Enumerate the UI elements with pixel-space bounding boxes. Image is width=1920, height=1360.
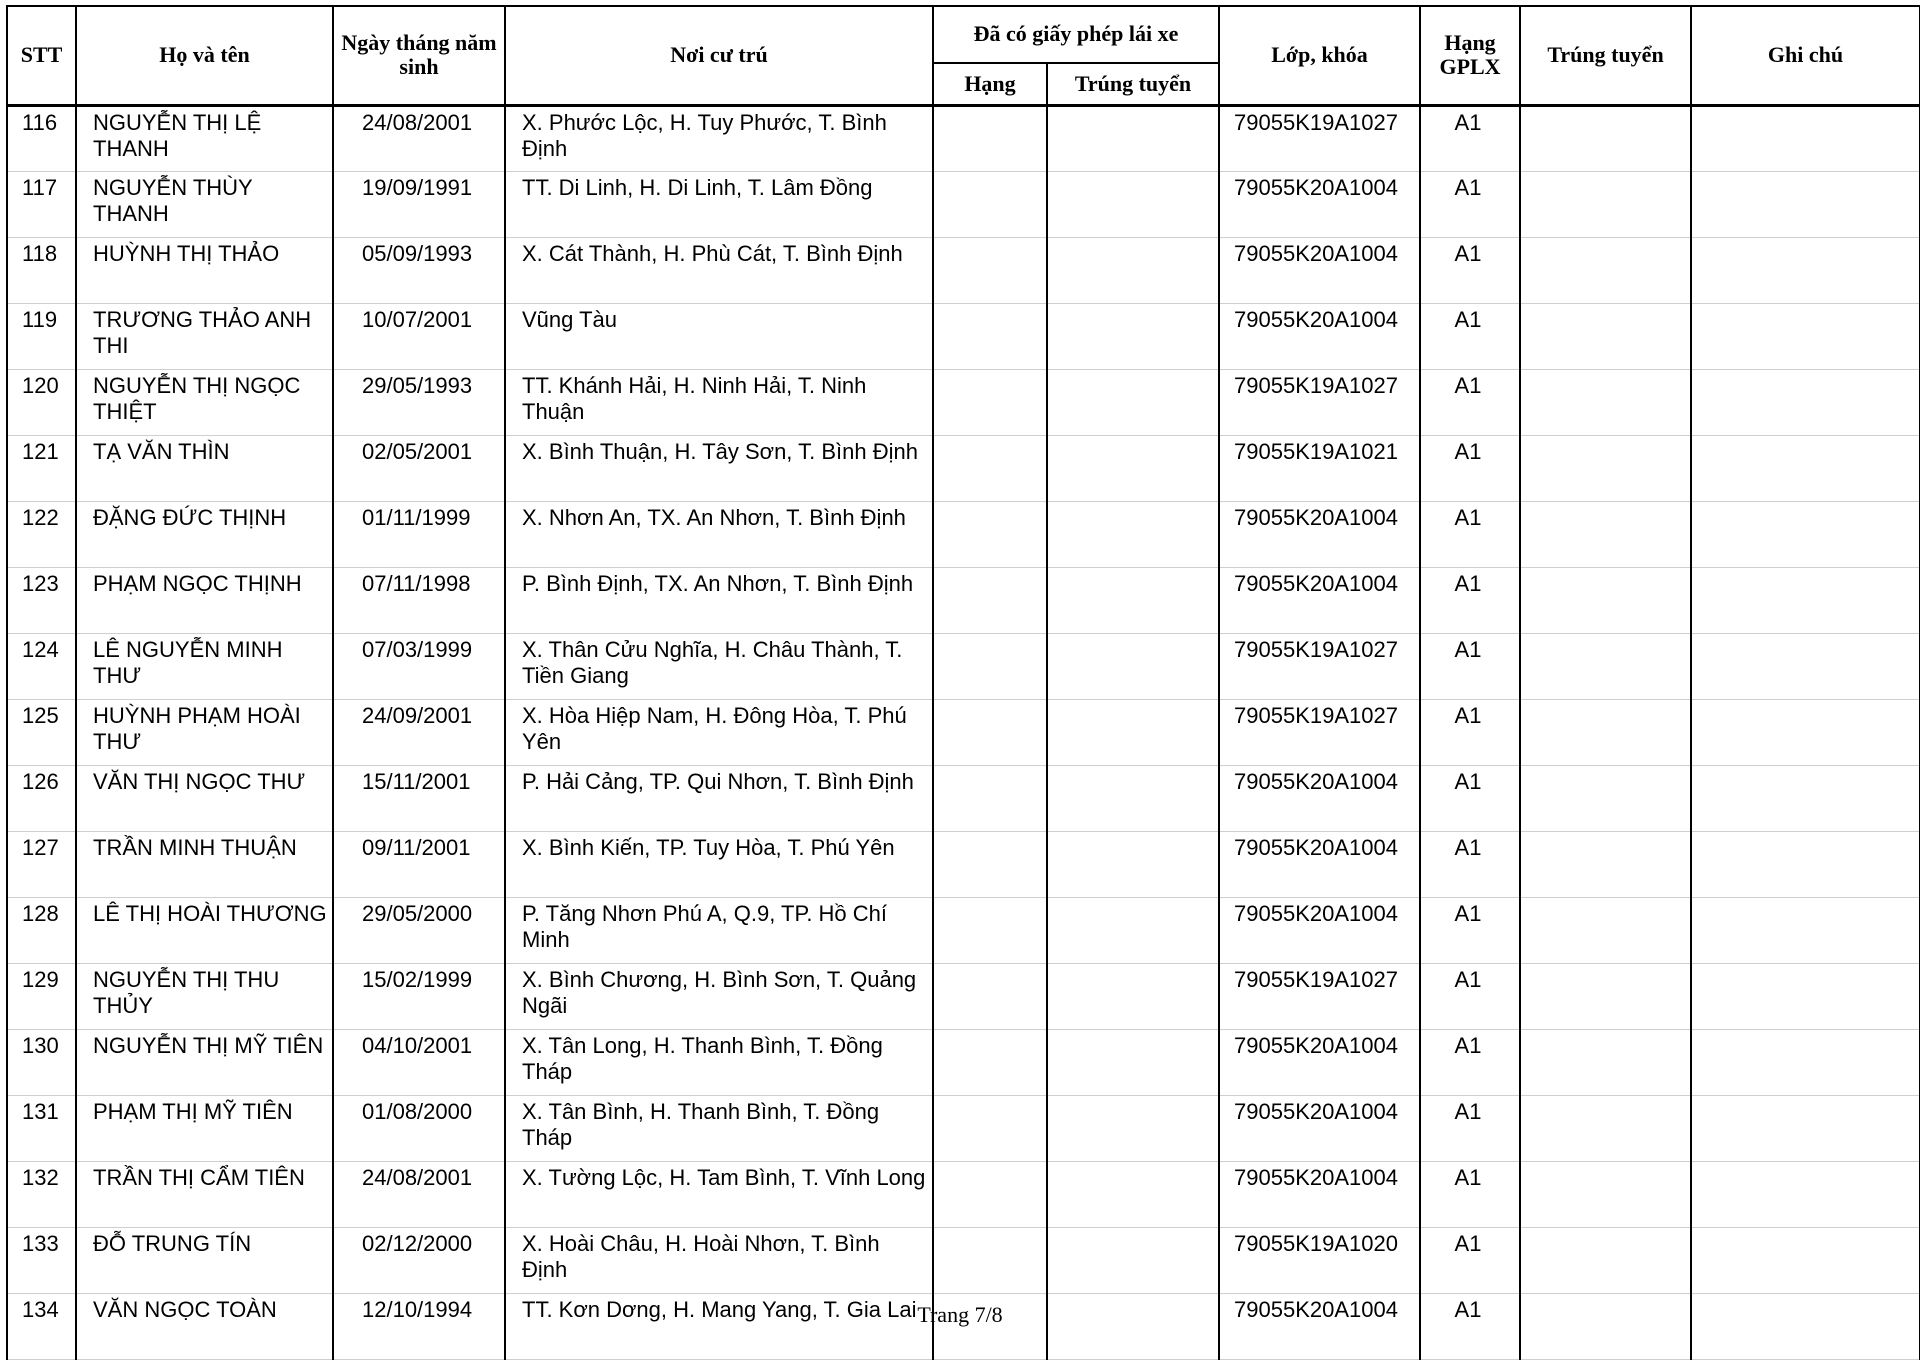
cell-license-rank: [933, 369, 1047, 435]
cell-name: TẠ VĂN THÌN: [76, 435, 333, 501]
cell-residence: TT. Khánh Hải, H. Ninh Hải, T. Ninh Thuận: [505, 369, 933, 435]
cell-passed: [1520, 567, 1691, 633]
cell-license-passed: [1047, 369, 1219, 435]
cell-dob: 07/03/1999: [333, 633, 505, 699]
cell-name: VĂN NGỌC TOÀN: [76, 1293, 333, 1359]
cell-dob: 12/10/1994: [333, 1293, 505, 1359]
cell-note: [1691, 369, 1920, 435]
cell-stt: 122: [7, 501, 76, 567]
cell-gplx: A1: [1420, 435, 1520, 501]
cell-license-rank: [933, 765, 1047, 831]
table-row: [7, 237, 1920, 303]
cell-name: NGUYỄN THỊ LỆ THANH: [76, 105, 333, 171]
cell-passed: [1520, 369, 1691, 435]
cell-dob: 07/11/1998: [333, 567, 505, 633]
cell-license-rank: [933, 237, 1047, 303]
cell-residence: P. Hải Cảng, TP. Qui Nhơn, T. Bình Định: [505, 765, 933, 831]
header-class: Lớp, khóa: [1219, 6, 1420, 105]
cell-note: [1691, 897, 1920, 963]
cell-passed: [1520, 1161, 1691, 1227]
cell-class: 79055K20A1004: [1219, 831, 1420, 897]
table-row: [7, 1161, 1920, 1227]
cell-name: LÊ THỊ HOÀI THƯƠNG: [76, 897, 333, 963]
cell-note: [1691, 105, 1920, 171]
table-body: [7, 105, 1920, 1359]
cell-note: [1691, 633, 1920, 699]
cell-dob: 02/12/2000: [333, 1227, 505, 1293]
cell-class: 79055K20A1004: [1219, 237, 1420, 303]
cell-class: 79055K20A1004: [1219, 501, 1420, 567]
cell-license-rank: [933, 171, 1047, 237]
cell-stt: 130: [7, 1029, 76, 1095]
cell-dob: 15/11/2001: [333, 765, 505, 831]
cell-dob: 15/02/1999: [333, 963, 505, 1029]
cell-stt: 121: [7, 435, 76, 501]
cell-license-rank: [933, 1029, 1047, 1095]
cell-gplx: A1: [1420, 501, 1520, 567]
header-name: Họ và tên: [76, 6, 333, 105]
cell-residence: X. Bình Kiến, TP. Tuy Hòa, T. Phú Yên: [505, 831, 933, 897]
table-row: [7, 765, 1920, 831]
cell-residence: X. Tân Bình, H. Thanh Bình, T. Đồng Tháp: [505, 1095, 933, 1161]
cell-stt: 127: [7, 831, 76, 897]
cell-residence: X. Hoài Châu, H. Hoài Nhơn, T. Bình Định: [505, 1227, 933, 1293]
cell-dob: 24/09/2001: [333, 699, 505, 765]
cell-stt: 116: [7, 105, 76, 171]
cell-stt: 125: [7, 699, 76, 765]
cell-passed: [1520, 765, 1691, 831]
cell-license-passed: [1047, 1161, 1219, 1227]
cell-license-passed: [1047, 567, 1219, 633]
cell-license-passed: [1047, 105, 1219, 171]
table-row: [7, 633, 1920, 699]
cell-passed: [1520, 1029, 1691, 1095]
cell-name: HUỲNH PHẠM HOÀI THƯ: [76, 699, 333, 765]
table-row: [7, 501, 1920, 567]
cell-license-passed: [1047, 303, 1219, 369]
cell-name: NGUYỄN THỊ NGỌC THIỆT: [76, 369, 333, 435]
table-row: [7, 303, 1920, 369]
cell-passed: [1520, 1227, 1691, 1293]
cell-dob: 02/05/2001: [333, 435, 505, 501]
cell-license-passed: [1047, 963, 1219, 1029]
cell-passed: [1520, 105, 1691, 171]
cell-name: NGUYỄN THÙY THANH: [76, 171, 333, 237]
cell-gplx: A1: [1420, 1095, 1520, 1161]
cell-class: 79055K19A1027: [1219, 633, 1420, 699]
cell-name: PHẠM THỊ MỸ TIÊN: [76, 1095, 333, 1161]
cell-passed: [1520, 237, 1691, 303]
header-dob: Ngày tháng năm sinh: [333, 6, 505, 105]
cell-license-passed: [1047, 1029, 1219, 1095]
cell-license-rank: [933, 963, 1047, 1029]
cell-license-rank: [933, 831, 1047, 897]
table-row: [7, 567, 1920, 633]
cell-class: 79055K20A1004: [1219, 171, 1420, 237]
cell-note: [1691, 1227, 1920, 1293]
cell-gplx: A1: [1420, 303, 1520, 369]
cell-class: 79055K20A1004: [1219, 1161, 1420, 1227]
table-header: [7, 6, 1920, 105]
cell-dob: 01/08/2000: [333, 1095, 505, 1161]
cell-note: [1691, 1029, 1920, 1095]
cell-residence: X. Tân Long, H. Thanh Bình, T. Đồng Tháp: [505, 1029, 933, 1095]
cell-dob: 24/08/2001: [333, 105, 505, 171]
cell-license-rank: [933, 567, 1047, 633]
cell-residence: X. Thân Cửu Nghĩa, H. Châu Thành, T. Tiền Giang: [505, 633, 933, 699]
cell-gplx: A1: [1420, 1029, 1520, 1095]
cell-residence: X. Phước Lộc, H. Tuy Phước, T. Bình Định: [505, 105, 933, 171]
cell-gplx: A1: [1420, 171, 1520, 237]
cell-license-passed: [1047, 435, 1219, 501]
cell-license-rank: [933, 633, 1047, 699]
cell-license-rank: [933, 1161, 1047, 1227]
cell-passed: [1520, 171, 1691, 237]
cell-stt: 131: [7, 1095, 76, 1161]
cell-residence: X. Nhơn An, TX. An Nhơn, T. Bình Định: [505, 501, 933, 567]
cell-gplx: A1: [1420, 633, 1520, 699]
cell-stt: 134: [7, 1293, 76, 1359]
cell-passed: [1520, 501, 1691, 567]
table-row: [7, 831, 1920, 897]
cell-residence: Vũng Tàu: [505, 303, 933, 369]
cell-license-passed: [1047, 831, 1219, 897]
cell-license-rank: [933, 699, 1047, 765]
cell-note: [1691, 1095, 1920, 1161]
cell-dob: 10/07/2001: [333, 303, 505, 369]
header-residence: Nơi cư trú: [505, 6, 933, 105]
cell-gplx: A1: [1420, 369, 1520, 435]
cell-class: 79055K20A1004: [1219, 897, 1420, 963]
cell-gplx: A1: [1420, 765, 1520, 831]
cell-note: [1691, 567, 1920, 633]
cell-class: 79055K20A1004: [1219, 1095, 1420, 1161]
cell-residence: X. Bình Chương, H. Bình Sơn, T. Quảng Ngãi: [505, 963, 933, 1029]
cell-residence: P. Tăng Nhơn Phú A, Q.9, TP. Hồ Chí Minh: [505, 897, 933, 963]
cell-dob: 09/11/2001: [333, 831, 505, 897]
cell-passed: [1520, 897, 1691, 963]
cell-dob: 19/09/1991: [333, 171, 505, 237]
table-row: [7, 1095, 1920, 1161]
cell-name: ĐỖ TRUNG TÍN: [76, 1227, 333, 1293]
header-license-group: Đã có giấy phép lái xe: [933, 6, 1219, 63]
cell-class: 79055K20A1004: [1219, 765, 1420, 831]
cell-gplx: A1: [1420, 963, 1520, 1029]
cell-stt: 126: [7, 765, 76, 831]
table-row: [7, 369, 1920, 435]
cell-license-passed: [1047, 1227, 1219, 1293]
cell-class: 79055K19A1027: [1219, 105, 1420, 171]
table-row: [7, 1227, 1920, 1293]
cell-class: 79055K20A1004: [1219, 303, 1420, 369]
table-row: [7, 963, 1920, 1029]
cell-note: [1691, 303, 1920, 369]
header-license-rank: Hạng: [933, 63, 1047, 105]
table-row: [7, 699, 1920, 765]
cell-stt: 123: [7, 567, 76, 633]
cell-residence: TT. Di Linh, H. Di Linh, T. Lâm Đồng: [505, 171, 933, 237]
cell-name: TRƯƠNG THẢO ANH THI: [76, 303, 333, 369]
cell-gplx: A1: [1420, 831, 1520, 897]
cell-class: 79055K20A1004: [1219, 1293, 1420, 1359]
cell-gplx: A1: [1420, 897, 1520, 963]
table-row: [7, 1029, 1920, 1095]
cell-passed: [1520, 633, 1691, 699]
cell-dob: 29/05/1993: [333, 369, 505, 435]
cell-license-passed: [1047, 237, 1219, 303]
page-number: Trang 7/8: [917, 1302, 1003, 1327]
cell-class: 79055K19A1027: [1219, 369, 1420, 435]
cell-stt: 132: [7, 1161, 76, 1227]
cell-passed: [1520, 963, 1691, 1029]
cell-passed: [1520, 1095, 1691, 1161]
header-note: Ghi chú: [1691, 6, 1920, 105]
cell-residence: X. Tường Lộc, H. Tam Bình, T. Vĩnh Long: [505, 1161, 933, 1227]
cell-gplx: A1: [1420, 1227, 1520, 1293]
table-row: [7, 171, 1920, 237]
cell-license-passed: [1047, 897, 1219, 963]
cell-class: 79055K19A1020: [1219, 1227, 1420, 1293]
cell-class: 79055K19A1021: [1219, 435, 1420, 501]
cell-name: NGUYỄN THỊ MỸ TIÊN: [76, 1029, 333, 1095]
cell-stt: 133: [7, 1227, 76, 1293]
cell-note: [1691, 699, 1920, 765]
cell-class: 79055K20A1004: [1219, 567, 1420, 633]
header-passed: Trúng tuyển: [1520, 6, 1691, 105]
cell-note: [1691, 831, 1920, 897]
cell-license-passed: [1047, 171, 1219, 237]
cell-name: LÊ NGUYỄN MINH THƯ: [76, 633, 333, 699]
cell-license-rank: [933, 1227, 1047, 1293]
cell-license-rank: [933, 1095, 1047, 1161]
cell-name: VĂN THỊ NGỌC THƯ: [76, 765, 333, 831]
table-row: [7, 105, 1920, 171]
cell-note: [1691, 765, 1920, 831]
cell-note: [1691, 501, 1920, 567]
cell-license-passed: [1047, 1095, 1219, 1161]
cell-note: [1691, 171, 1920, 237]
cell-class: 79055K20A1004: [1219, 1029, 1420, 1095]
header-gplx: Hạng GPLX: [1420, 6, 1520, 105]
cell-gplx: A1: [1420, 105, 1520, 171]
cell-license-passed: [1047, 765, 1219, 831]
cell-dob: 04/10/2001: [333, 1029, 505, 1095]
cell-note: [1691, 1161, 1920, 1227]
cell-stt: 128: [7, 897, 76, 963]
cell-class: 79055K19A1027: [1219, 963, 1420, 1029]
cell-gplx: A1: [1420, 699, 1520, 765]
cell-passed: [1520, 831, 1691, 897]
cell-passed: [1520, 303, 1691, 369]
cell-stt: 119: [7, 303, 76, 369]
cell-license-rank: [933, 501, 1047, 567]
cell-license-rank: [933, 303, 1047, 369]
cell-stt: 118: [7, 237, 76, 303]
cell-residence: X. Bình Thuận, H. Tây Sơn, T. Bình Định: [505, 435, 933, 501]
cell-license-rank: [933, 105, 1047, 171]
table-row: [7, 435, 1920, 501]
cell-stt: 124: [7, 633, 76, 699]
cell-stt: 120: [7, 369, 76, 435]
cell-gplx: A1: [1420, 1293, 1520, 1359]
cell-stt: 129: [7, 963, 76, 1029]
cell-name: NGUYỄN THỊ THU THỦY: [76, 963, 333, 1029]
cell-passed: [1520, 699, 1691, 765]
cell-class: 79055K19A1027: [1219, 699, 1420, 765]
cell-gplx: A1: [1420, 567, 1520, 633]
cell-note: [1691, 963, 1920, 1029]
cell-name: HUỲNH THỊ THẢO: [76, 237, 333, 303]
header-stt: STT: [7, 6, 76, 105]
cell-passed: [1520, 435, 1691, 501]
cell-license-passed: [1047, 501, 1219, 567]
cell-gplx: A1: [1420, 237, 1520, 303]
cell-license-rank: [933, 435, 1047, 501]
cell-license-passed: [1047, 633, 1219, 699]
cell-name: TRẦN MINH THUẬN: [76, 831, 333, 897]
cell-residence: TT. Kơn Dơng, H. Mang Yang, T. Gia Lai: [505, 1293, 933, 1359]
candidate-table: [6, 5, 1920, 1360]
cell-gplx: A1: [1420, 1161, 1520, 1227]
cell-dob: 05/09/1993: [333, 237, 505, 303]
cell-name: ĐẶNG ĐỨC THỊNH: [76, 501, 333, 567]
cell-license-rank: [933, 897, 1047, 963]
cell-residence: X. Cát Thành, H. Phù Cát, T. Bình Định: [505, 237, 933, 303]
cell-residence: X. Hòa Hiệp Nam, H. Đông Hòa, T. Phú Yên: [505, 699, 933, 765]
header-license-passed: Trúng tuyển: [1047, 63, 1219, 105]
cell-name: PHẠM NGỌC THỊNH: [76, 567, 333, 633]
cell-stt: 117: [7, 171, 76, 237]
cell-name: TRẦN THỊ CẨM TIÊN: [76, 1161, 333, 1227]
cell-note: [1691, 435, 1920, 501]
cell-residence: P. Bình Định, TX. An Nhơn, T. Bình Định: [505, 567, 933, 633]
table-row: [7, 897, 1920, 963]
cell-dob: 24/08/2001: [333, 1161, 505, 1227]
cell-note: [1691, 237, 1920, 303]
cell-license-passed: [1047, 699, 1219, 765]
cell-dob: 29/05/2000: [333, 897, 505, 963]
cell-dob: 01/11/1999: [333, 501, 505, 567]
